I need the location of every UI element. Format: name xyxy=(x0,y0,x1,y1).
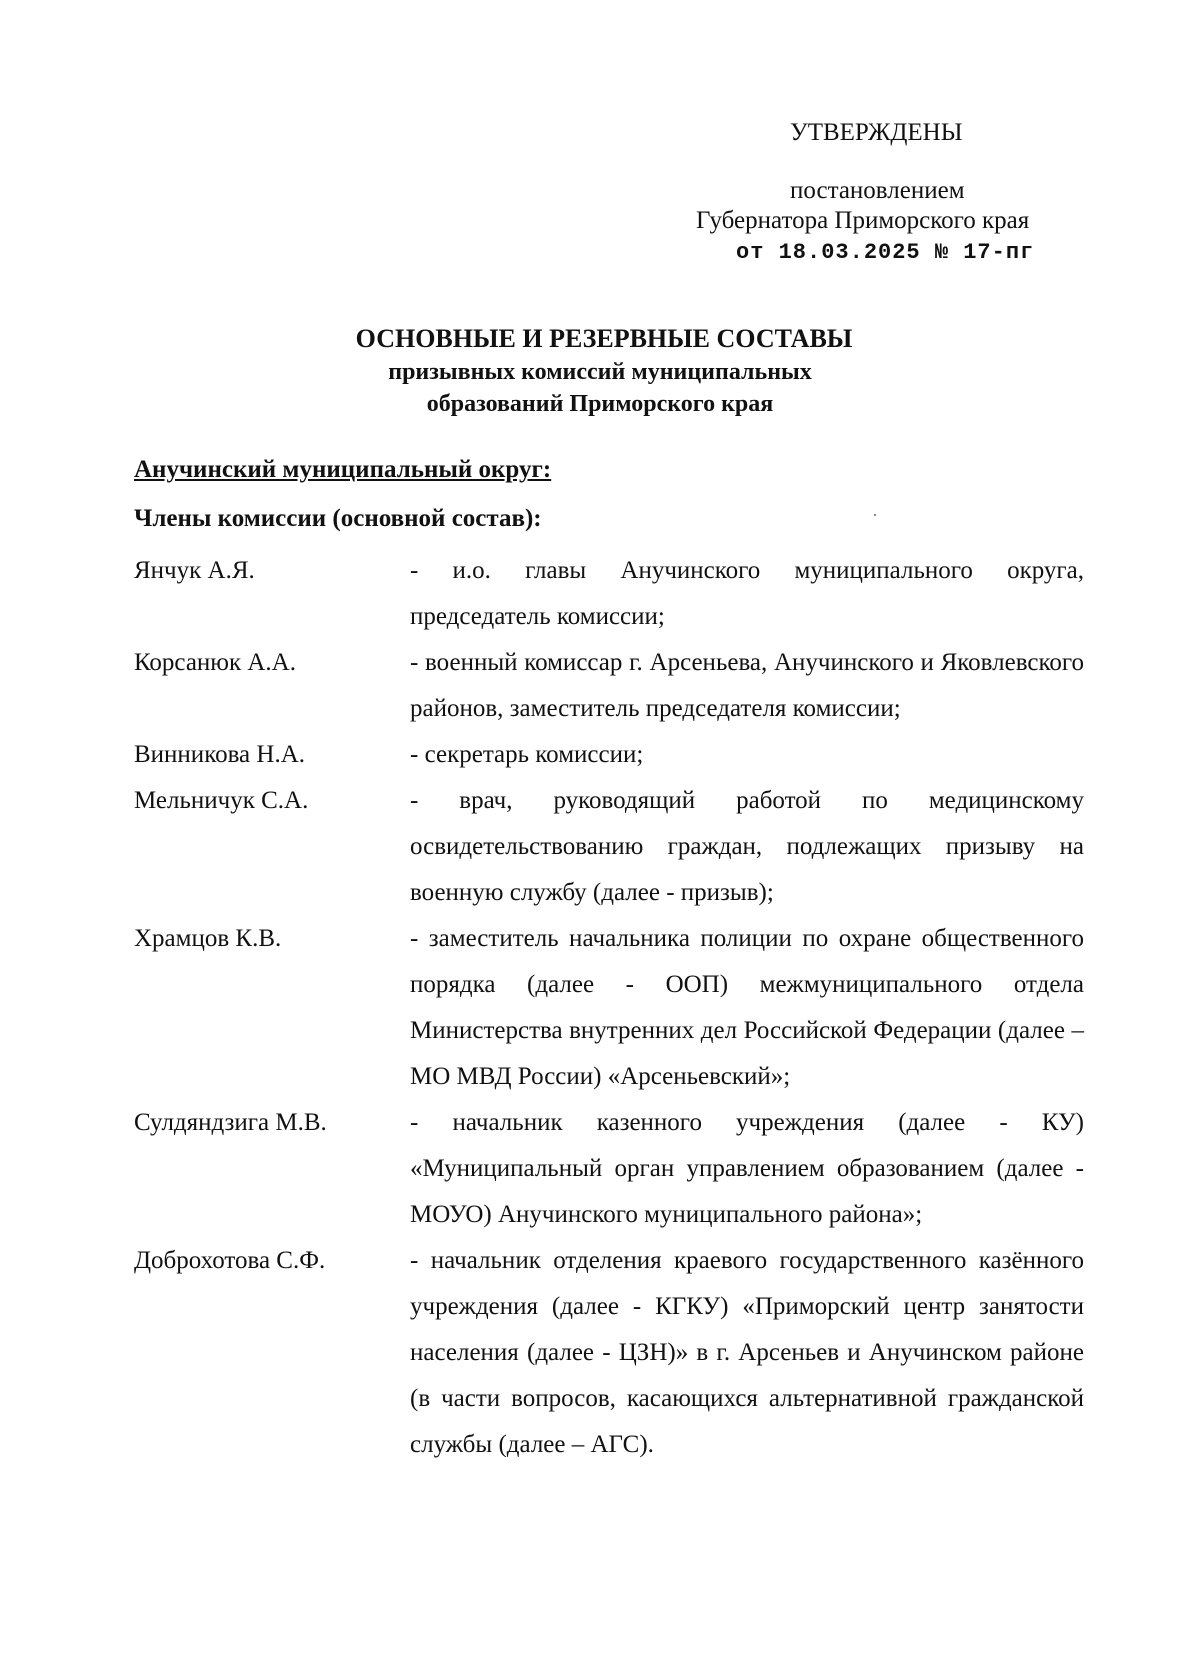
title-line-1: ОСНОВНЫЕ И РЕЗЕРВНЫЕ СОСТАВЫ xyxy=(355,324,853,353)
approval-heading: УТВЕРЖДЕНЫ xyxy=(790,119,963,146)
member-role: - военный комиссар г. Арсеньева, Анучинского и Яковлевского районов, заместитель председателя комиссии; xyxy=(410,649,1084,722)
member-role: - начальник отделения краевого государственного казённого учреждения (далее - КГКУ) «Приморский центр занятости населения (далее - ЦЗН)» в г. Арсеньев и Анучинском районе (в части вопросов, касающихся альтернативной гражданской службы (далее – АГС). xyxy=(410,1247,1084,1458)
member-role: - начальник казенного учреждения (далее - КУ) «Муниципальный орган управлением образованием (далее - МОУО) Анучинского муниципального района»; xyxy=(410,1109,1084,1228)
member-role: - секретарь комиссии; xyxy=(410,741,644,768)
title-line-2: призывных комиссий муниципальных xyxy=(388,359,812,385)
member-name: Доброхотова С.Ф. xyxy=(134,1247,326,1274)
member-row xyxy=(134,1238,1084,1468)
district-heading: Анучинский муниципальный округ: xyxy=(134,456,552,483)
member-name: Храмцов К.В. xyxy=(134,925,282,952)
member-name: Янчук А.Я. xyxy=(134,557,255,584)
scan-speck xyxy=(874,514,876,516)
approval-date-number-stamp: от 18.03.2025 № 17-пг xyxy=(736,240,1035,265)
member-row xyxy=(134,640,1084,732)
member-row xyxy=(134,1100,1084,1238)
member-role: - заместитель начальника полиции по охране общественного порядка (далее - ООП) межмуниципального отдела Министерства внутренних дел Российской Федерации (далее – МО МВД России) «Арсеньевский»; xyxy=(410,925,1084,1090)
member-row xyxy=(134,732,1084,778)
member-row xyxy=(134,778,1084,916)
member-name: Корсанюк А.А. xyxy=(134,649,296,676)
approval-line-decree: постановлением xyxy=(790,177,965,204)
member-name: Винникова Н.А. xyxy=(134,741,305,768)
title-line-3: образований Приморского края xyxy=(426,391,774,417)
member-name: Мельничук С.А. xyxy=(134,787,309,814)
member-name: Сулдяндзига М.В. xyxy=(134,1109,327,1136)
member-role: - и.о. главы Анучинского муниципального округа, председатель комиссии; xyxy=(410,557,1084,630)
members-heading: Члены комиссии (основной состав): xyxy=(134,505,542,532)
members-list xyxy=(134,548,1084,1468)
member-role: - врач, руководящий работой по медицинскому освидетельствованию граждан, подлежащих призыву на военную службу (далее - призыв); xyxy=(410,787,1084,906)
member-row xyxy=(134,916,1084,1100)
approval-line-governor: Губернатора Приморского края xyxy=(696,207,1030,234)
member-row xyxy=(134,548,1084,640)
document-title xyxy=(0,322,1200,420)
